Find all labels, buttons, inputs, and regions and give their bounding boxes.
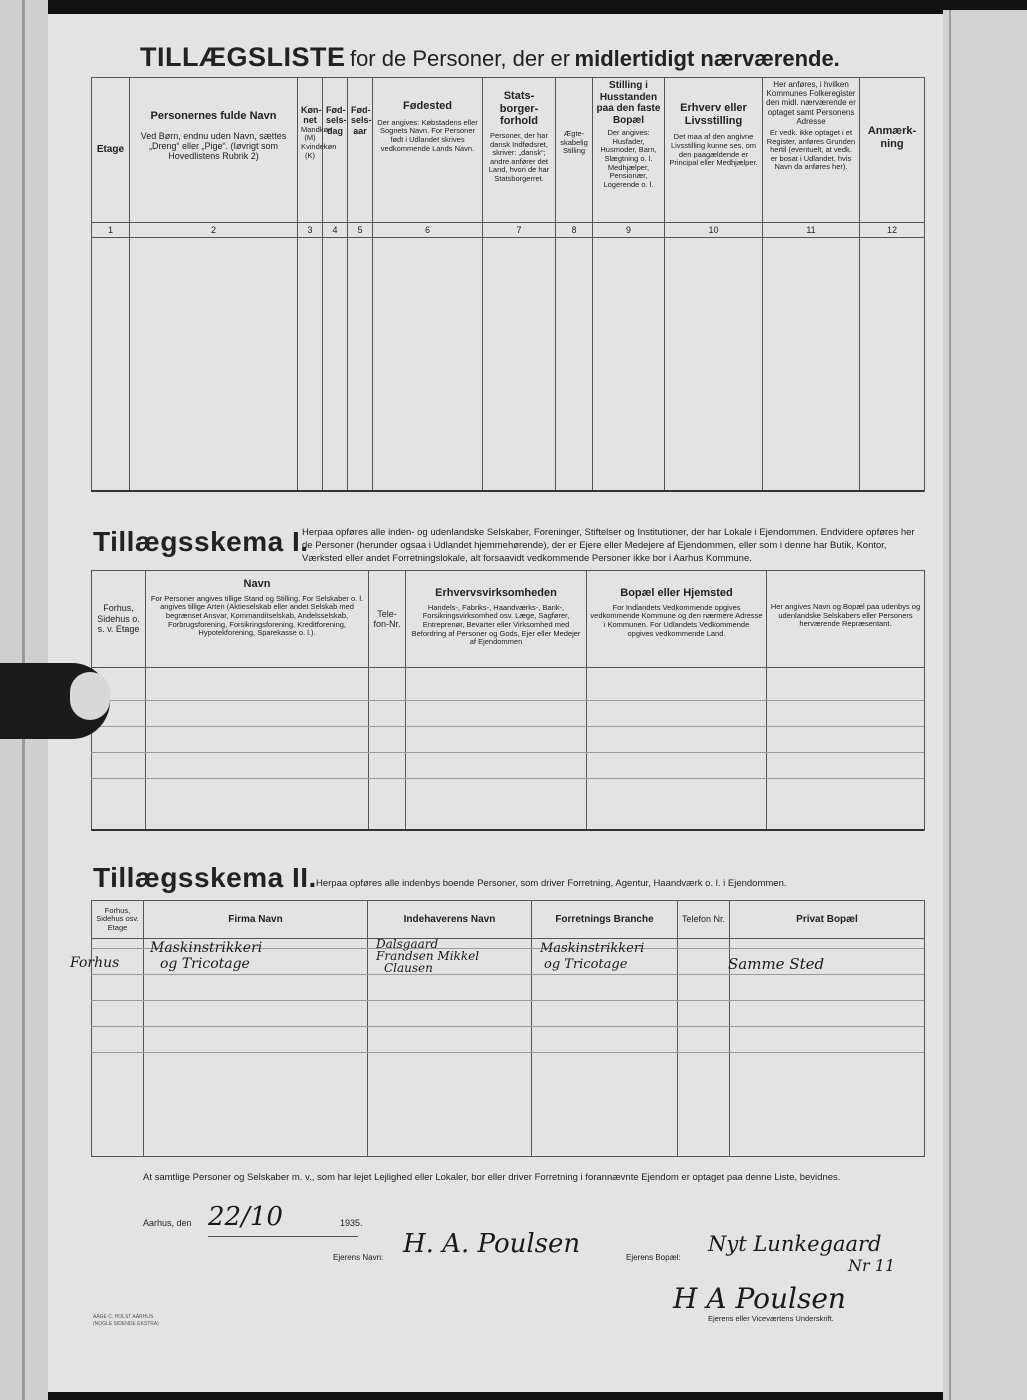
- form-page: [48, 14, 943, 1392]
- col-foedselsaar: Fød-sels-aar: [348, 78, 373, 223]
- col-stilling: Stilling i Husstanden paa den faste Bopæl Der angives: Husfader, Husmoder, Barn, Slægtning o. l. Medhjælper, Pensionær, Logerende o. l.: [593, 78, 665, 223]
- schema2-row-firma-2: og Tricotage: [160, 956, 250, 972]
- right-page-fold: [949, 10, 951, 1400]
- footer-place-label: Aarhus, den: [143, 1218, 192, 1228]
- owner-address-label: Ejerens Bopæl:: [626, 1253, 681, 1262]
- printer-mark-2: (NOGLE SIDENDE EKSTRA): [93, 1321, 159, 1327]
- col-erhverv: Erhverv eller Livsstilling Det maa af den angivne Livsstilling kunne ses, om den paagældende er Principal eller Medhjælper.: [665, 78, 763, 223]
- schema1-intro: Herpaa opføres alle inden- og udenlandske Selskaber, Foreninger, Stiftelser og Institutioner, der har Lokale i Ejendommen. Endvidere opføres her de Personer (herunder ogsaa i Udlandet hjemmehørende), der er Ejere eller Medejere af Ejendommen, eller som i denne har Butik, Kontor, Værksted eller andet Forretningslokale, alt forsaavidt vedkommende Personer ikke bor i Aarhus Kommune.: [302, 527, 915, 564]
- col-aegteskab: Ægte-skabelig Stilling: [556, 78, 593, 223]
- schema2-intro: Herpaa opføres alle indenbys boende Personer, som driver Forretning, Agentur, Haandværk o. l. i Ejendommen.: [316, 878, 787, 889]
- col-name: Personernes fulde Navn Ved Børn, endnu uden Navn, sættes „Dreng“ eller „Pige“. (Iøvrigt som Hovedlistens Rubrik 2): [130, 78, 298, 223]
- schema1-header: Forhus, Sidehus o. s. v. Etage Navn For Personer angives tillige Stand og Stilling. For Selskaber o. l. angives tillige Arten (Aktieselskab eller andet Selskab med begrænset Ansvar, Kommanditselskab, Andelsselskab, Forbrugsforening, Forsikringsforening, Kreditforening, Hypotekforening, Sparekasse o. l.). Tele-fon-Nr. Erhvervsvirksomheden Handels-, Fabriks-, Haandværks-, Bank-, Forsikringsvirksomhed osv. Læge, Sagfører, Entreprenør, Bevarter eller Virksomhed med Befordring af Personer og Gods, Ejer eller Medejer af Ejendommen Bopæl eller Hjemsted For Indlandets Vedkommende opgives vedkommende Kommune og den nærmere Adresse i Kommunen. For Udlandets Vedkommende opgives vedkommende Land. Her angives Navn og Bopæl paa udenbys og udenlandske Selskabers eller Personers herværende Repræsentant.: [92, 571, 925, 668]
- owner-address-1: Nyt Lunkegaard: [708, 1232, 882, 1256]
- owner-name-label: Ejerens Navn:: [333, 1253, 384, 1262]
- title-bold: midlertidigt nærværende.: [574, 46, 840, 71]
- schema2-row-indehaver-3: Clausen: [384, 961, 433, 975]
- col-etage: Etage: [92, 78, 130, 223]
- main-table-colnumbers: 1 2 3 4 5 6 7 8 9 10 11 12: [92, 223, 925, 238]
- title-main: TILLÆGSLISTE: [140, 42, 346, 72]
- owner-signature: H A Poulsen: [673, 1282, 846, 1315]
- schema2-header: Forhus, Sidehus osv. Etage Firma Navn Indehaverens Navn Forretnings Branche Telefon Nr. Privat Bopæl: [92, 901, 925, 939]
- schema2-row-indehaver-1: Dalsgaard: [376, 937, 439, 951]
- main-table-header: [92, 78, 925, 223]
- main-table-bottom-rule: [91, 490, 924, 492]
- thumb-nail: [70, 672, 110, 720]
- owner-address-2: Nr 11: [848, 1256, 896, 1275]
- schema2-row-firma-1: Maskinstrikkeri: [150, 940, 263, 956]
- schema2-row-etage: Forhus: [70, 955, 120, 971]
- right-page-edge: [943, 10, 1027, 1400]
- col-foedselsdag: Fød-sels-dag: [323, 78, 348, 223]
- schema1-bottom-rule: [91, 829, 924, 831]
- schema1-ruling: [91, 700, 924, 701]
- schema1-body: [92, 668, 925, 831]
- title-for: for de Personer, der er: [349, 46, 571, 71]
- main-table: [91, 77, 925, 492]
- col-folkeregister: Her anføres, i hvilken Kommunes Folkeregister den midl. nærværende er optaget samt Personens Adresse Er vedk. ikke optaget i et Register, anføres Grunden hertil (eventuelt, at vedk. er bosat i Udlandet, hvis Navn da anføres her).: [763, 78, 860, 223]
- footer-year: 1935.: [340, 1218, 363, 1228]
- col-anmaerkning: Anmærk-ning: [860, 78, 925, 223]
- schema1-title: Tillægsskema I.: [93, 526, 309, 557]
- col-foedested: Fødested Der angives: Købstadens eller Sognets Navn. For Personer født i Udlandet skrives vedkommende Lands Navn.: [373, 78, 483, 223]
- footer-declaration: At samtlige Personer og Selskaber m. v., som har lejet Lejlighed eller Lokaler, bor eller driver Forretning i forannævnte Ejendom er optaget paa denne Liste, bevidnes.: [143, 1172, 841, 1183]
- printer-mark: AAGE C. HOLST AARHUS: [93, 1314, 154, 1320]
- col-koen: Køn-net Mandkøn (M) Kvindekøn (K): [298, 78, 323, 223]
- schema2-title: Tillægsskema II.: [93, 862, 317, 893]
- schema2-row-indehaver-2: Frandsen Mikkel: [376, 949, 480, 963]
- schema2-row-branche-1: Maskinstrikkeri: [540, 941, 645, 956]
- signature-label: Ejerens eller Viceværtens Underskrift.: [708, 1314, 834, 1323]
- schema2-row-privat: Samme Sted: [728, 955, 825, 973]
- col-statsborger: Stats-borger-forhold Personer, der har dansk Indfødsret, skriver: „dansk“; andre anfører det Land, hvori de har Statsborgerret.: [483, 78, 556, 223]
- footer-date: 22/10: [208, 1202, 283, 1232]
- page-title: [140, 42, 840, 73]
- main-table-body: [92, 238, 925, 492]
- schema2-row-branche-2: og Tricotage: [544, 957, 628, 972]
- schema2-table: [91, 900, 925, 1157]
- owner-name: H. A. Poulsen: [403, 1229, 581, 1259]
